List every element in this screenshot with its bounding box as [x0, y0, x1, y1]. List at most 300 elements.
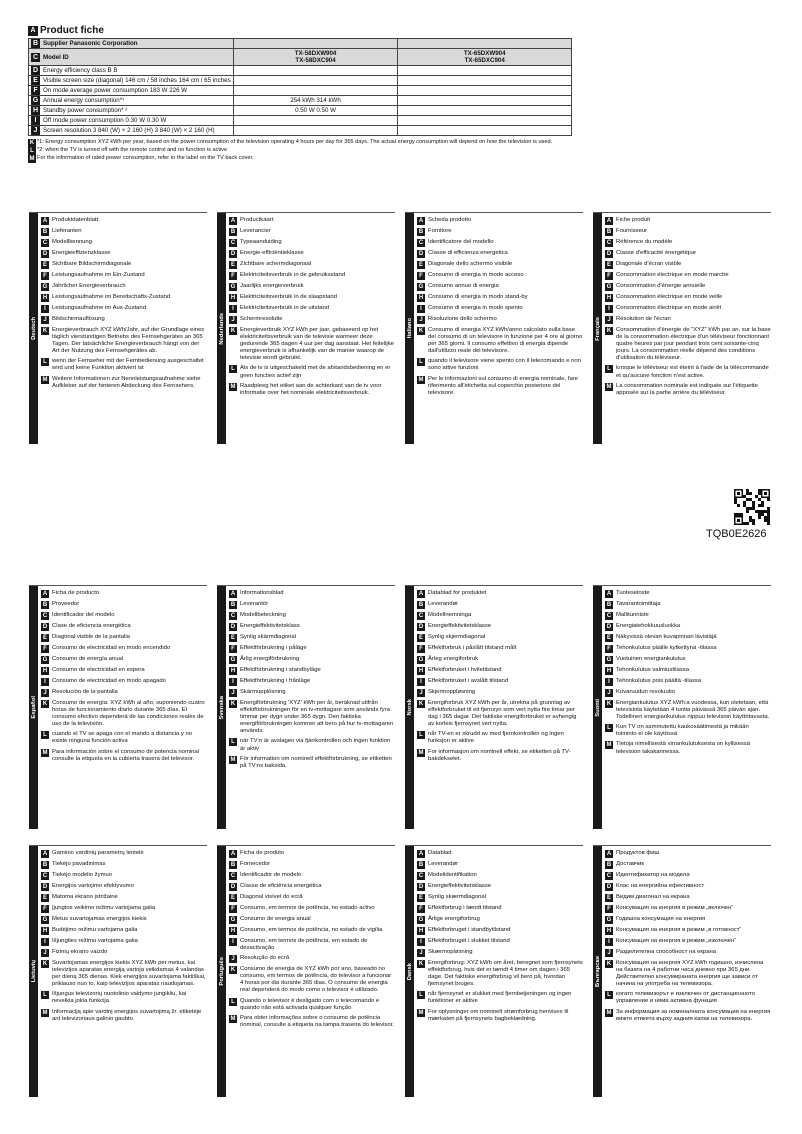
item-text: Tehonkulutus valmiustilassa	[616, 667, 690, 673]
fiche-label: Supplier Panasonic Corporation	[43, 40, 138, 47]
language-panel	[593, 845, 771, 1097]
fiche-label: Standby power consumption* ²	[43, 107, 128, 114]
item-letter-badge: I	[605, 938, 613, 946]
language-item	[417, 656, 583, 664]
qr-module	[737, 513, 740, 516]
item-text: Consumo, em termos de potência, em estado de desactivação	[240, 938, 368, 952]
item-letter-badge: I	[417, 678, 425, 686]
item-text: Classe di efficienza energetica	[428, 250, 508, 256]
row-letter-badge: H	[32, 107, 39, 114]
item-letter-badge: F	[605, 272, 613, 280]
item-letter-badge: D	[230, 251, 236, 257]
item-letter-badge: I	[41, 938, 49, 946]
item-text: Tiekėjo pavadinimas	[52, 861, 106, 867]
product-fiche	[28, 25, 584, 163]
language-item	[605, 261, 771, 269]
language-item	[605, 905, 771, 913]
item-text: Energieverbruik XYZ kWh per jaar, gebaseerd op het elektriciteitsverbruik van de televisie wanneer deze gedurende 365 dagen 4 uur per dag aanstaat. Het feitelijke energieverbruik is afhankelijk van de manier waarop de televisie wordt gebruikt.	[240, 327, 394, 362]
language-item	[417, 861, 583, 869]
language-tab	[29, 213, 38, 444]
item-text: Energieverbrauch XYZ kWh/Jahr, auf der Grundlage eines täglich vierstündigen Betriebs des Fernsehgerätes an 365 Tagen. Der tatsächliche Energieverbrauch hängt von der Art der Nutzung des Fernsehgerätes ab.	[52, 327, 205, 355]
item-text: Consumo de energia de XYZ kWh por ano, baseado no consumo, em termos de potência, do televisor a funcionar 4 horas por dia durante 365 dias. O consumo de energia real dependerá do modo como o televisor é utilizado.	[240, 966, 392, 994]
language-item	[41, 228, 207, 236]
language-item	[417, 678, 583, 686]
footnote-letter-badge: K	[29, 140, 35, 146]
item-letter-badge: C	[230, 873, 236, 879]
language-item	[41, 949, 207, 957]
item-letter-badge: A	[606, 591, 612, 597]
language-item	[229, 601, 395, 609]
language-item	[417, 905, 583, 913]
item-letter-badge: L	[417, 731, 425, 739]
language-name: Nederlands	[218, 312, 225, 345]
fiche-value-b	[398, 126, 572, 136]
language-item	[605, 601, 771, 609]
fiche-label-cell	[29, 96, 234, 106]
item-letter-badge: B	[418, 602, 424, 608]
language-name: Lietuvių	[30, 960, 37, 983]
qr-module	[767, 519, 770, 522]
qr-module	[758, 492, 761, 495]
item-text: Effektforbruket i hviletilstand	[428, 667, 502, 673]
footnote-text: *2: when the TV is turned off with the remote control and no function is active	[37, 147, 228, 153]
qr-module	[746, 522, 749, 525]
item-text: Synlig skjermdiagonal	[428, 634, 486, 640]
item-text: når TV-en er skrudd av med fjernkontrollen og ingen funksjon er aktive	[428, 731, 564, 745]
item-letter-badge: J	[605, 316, 613, 324]
item-letter-badge: D	[230, 884, 236, 890]
language-item	[229, 738, 395, 752]
item-letter-badge: C	[42, 873, 48, 879]
item-letter-badge: K	[42, 701, 48, 707]
item-text: Resolución de la pantalla	[52, 689, 118, 695]
fiche-value-line: 0.50 W 0.50 W	[295, 106, 337, 114]
footnote-letter-badge: L	[28, 147, 36, 155]
qr-module	[755, 510, 758, 513]
item-text: Идентификатор на модела	[616, 872, 690, 878]
item-letter-badge: I	[417, 938, 425, 946]
fiche-label: Visible screen size (diagonal) 146 cm / 58 inches 164 cm / 65 inches	[43, 77, 231, 84]
item-text: Typeaanduiding	[240, 239, 282, 245]
fiche-row	[29, 96, 572, 106]
language-items	[41, 217, 207, 393]
fiche-value-b	[398, 76, 572, 86]
row-letter-badge: F	[31, 86, 40, 95]
language-item	[417, 916, 583, 924]
item-text: Identificador de modelo	[240, 872, 302, 878]
item-letter-badge: G	[606, 284, 612, 290]
item-text: Tietoja nimellisestä virrankulutuksesta on kyllisessä television takakannessa.	[616, 741, 751, 755]
language-item	[417, 938, 583, 946]
item-text: Effektförbrukning i påläge	[240, 645, 307, 651]
language-items	[229, 850, 395, 1032]
footnote	[28, 147, 584, 155]
language-panel	[593, 585, 771, 829]
item-text: Leverandør	[428, 601, 459, 607]
qr-module	[743, 501, 746, 504]
language-item	[605, 689, 771, 697]
language-item	[41, 872, 207, 880]
qr-module	[761, 510, 764, 513]
item-letter-badge: J	[229, 689, 237, 697]
language-item	[41, 634, 207, 642]
language-tab	[593, 846, 602, 1097]
language-item	[41, 239, 207, 247]
item-text: Weitere Informationen zur Nennleistungsaufnahme siehe Aufkleber auf der hinteren Abdeckung des Fernsehers.	[52, 375, 201, 389]
language-items	[605, 217, 771, 400]
item-text: Risoluzione dello schermo	[428, 316, 497, 322]
fiche-row	[29, 116, 572, 126]
language-item	[605, 850, 771, 858]
item-text: Išjungties režimu vartojama galia	[52, 938, 138, 944]
item-text: Energiankulutus XYZ kWh:a vuodessa, kun oletetaan, että televisiota käytetään 4 tuntia päivässä 365 päivän ajan. Todellinen energiankulutus riippuu television käyttötavasta.	[616, 700, 770, 721]
language-item	[229, 590, 395, 598]
item-text: Tehonkulutus päälle kytkettynä -tilassa	[616, 645, 717, 651]
item-text: Näkyvissä olevan kuvapinnan lävistäjä	[616, 634, 717, 640]
language-panel	[405, 585, 583, 829]
language-name: Svenska	[218, 695, 225, 720]
item-letter-badge: A	[418, 218, 424, 224]
qr-module	[758, 513, 761, 516]
language-item	[41, 261, 207, 269]
item-text: Energiforbruk XYZ kWh per år, utrekna på grunnlag av effektforbruket til eit fjernsyn som vert nytta fire timar per dag i 365 dagar. Det faktiske energiforbruket er avhengig av korleis fjernsynet vert nytta.	[428, 700, 577, 728]
item-text: Разделителна способност на екрана	[616, 949, 717, 955]
item-text: Consumo, em termos de potência, no estado activo	[240, 905, 375, 911]
item-letter-badge: D	[42, 884, 48, 890]
language-item	[41, 883, 207, 891]
item-letter-badge: F	[41, 645, 49, 653]
item-text: Mallitunniste	[616, 612, 649, 618]
item-letter-badge: E	[230, 635, 235, 641]
item-letter-badge: G	[418, 657, 424, 663]
fiche-title-text: Product fiche	[40, 25, 104, 36]
qr-module	[746, 510, 749, 513]
language-item	[417, 217, 583, 225]
language-item	[229, 272, 395, 280]
item-letter-badge: H	[418, 928, 424, 934]
item-letter-badge: I	[41, 305, 49, 313]
fiche-footnotes	[28, 139, 584, 163]
footnote-text: For the information of rated power consumption, refer to the label on the TV back cover.	[37, 155, 254, 161]
item-text: Consumo de electricidad en modo apagado	[52, 678, 166, 684]
item-text: Årlige energiforbrug	[428, 916, 480, 922]
language-item	[605, 949, 771, 957]
item-letter-badge: J	[229, 955, 237, 963]
item-text: Consumo de electricidad en modo encendido	[52, 645, 171, 651]
fiche-row	[29, 106, 572, 116]
language-item	[417, 601, 583, 609]
item-letter-badge: C	[606, 873, 612, 879]
language-item	[605, 883, 771, 891]
language-item	[229, 217, 395, 225]
fiche-value-line: TX-58DXW904	[294, 49, 337, 57]
item-letter-badge: F	[41, 272, 49, 280]
item-text: Клас на енергийна ефективност	[616, 883, 705, 889]
language-item	[417, 634, 583, 642]
language-item	[41, 612, 207, 620]
item-letter-badge: K	[418, 961, 424, 967]
qr-module	[749, 519, 752, 522]
item-text: Jährlicher Energieverbrauch	[52, 283, 126, 289]
item-text: За информация за номиналната консумация на енергия вижте етикета върху задния капак на телевизора.	[616, 1008, 771, 1022]
item-text: Consumo annuo di energia	[428, 283, 499, 289]
item-text: Консумация на енергия в режим „в готовност“	[616, 927, 742, 933]
qr-module	[746, 492, 749, 495]
language-item	[41, 305, 207, 313]
qr-module	[761, 504, 764, 507]
item-text: Årleg energiforbruk	[428, 656, 479, 662]
qr-module	[755, 495, 758, 498]
item-text: Diagonal visível do ecrã	[240, 894, 303, 900]
item-letter-badge: K	[42, 328, 48, 334]
item-letter-badge: B	[606, 229, 612, 235]
fiche-label: Model ID	[43, 53, 69, 61]
item-letter-badge: K	[606, 701, 612, 707]
item-text: Consommation électrique en mode marche	[616, 272, 729, 278]
item-text: Skjermoppløsning	[428, 689, 476, 695]
language-item	[417, 883, 583, 891]
item-text: Consumo de electricidad en espera	[52, 667, 145, 673]
item-letter-badge: K	[606, 961, 612, 967]
language-item	[229, 861, 395, 869]
language-panel	[29, 585, 207, 829]
item-letter-badge: H	[42, 928, 48, 934]
language-name: Português	[218, 957, 225, 986]
item-letter-badge: K	[230, 328, 236, 334]
item-letter-badge: J	[41, 689, 49, 697]
language-item	[41, 645, 207, 653]
item-letter-badge: L	[229, 998, 237, 1006]
item-letter-badge: M	[42, 749, 48, 756]
item-text: Modelidentifikation	[428, 872, 477, 878]
item-text: Consommation électrique en mode veille	[616, 294, 723, 300]
language-item	[41, 656, 207, 664]
item-text: For oplysninger om nominelt strømforbrug henvises til mærkaten på fjernsynets bagbeklædning.	[428, 1008, 569, 1022]
item-text: Bildschirmauflösung	[52, 316, 105, 322]
item-letter-badge: H	[606, 928, 612, 934]
item-letter-badge: G	[230, 917, 236, 923]
item-text: Fiche produit	[616, 217, 651, 223]
qr-module	[764, 510, 767, 513]
item-letter-badge: G	[42, 657, 48, 663]
item-letter-badge: E	[230, 262, 235, 268]
language-item	[417, 228, 583, 236]
language-panel	[217, 212, 395, 444]
fiche-value-b	[398, 49, 572, 66]
language-item	[41, 250, 207, 258]
language-item	[605, 700, 771, 721]
language-item	[229, 283, 395, 291]
language-item	[417, 239, 583, 247]
language-items	[229, 217, 395, 400]
language-tab	[217, 846, 226, 1097]
qr-module	[737, 504, 740, 507]
item-letter-badge: B	[42, 602, 48, 608]
fiche-value-a	[233, 86, 398, 96]
language-item	[605, 272, 771, 280]
item-text: Energieffektivitetsklasse	[428, 623, 492, 629]
fiche-row	[29, 86, 572, 96]
row-letter-badge: G	[32, 97, 39, 104]
language-item	[41, 667, 207, 675]
language-item	[229, 645, 395, 653]
item-letter-badge: L	[41, 358, 49, 366]
language-item	[417, 872, 583, 880]
item-letter-badge: K	[418, 701, 424, 707]
item-letter-badge: A	[418, 591, 424, 597]
item-letter-badge: F	[605, 645, 613, 653]
qr-module	[749, 516, 752, 519]
qr-module	[764, 516, 767, 519]
qr-module	[764, 519, 767, 522]
item-letter-badge: I	[41, 678, 49, 686]
qr-module	[740, 513, 743, 516]
item-letter-badge: M	[42, 376, 48, 383]
item-letter-badge: E	[418, 262, 423, 268]
fiche-value-b	[398, 116, 572, 126]
language-name: Български	[594, 956, 601, 987]
language-item	[41, 749, 207, 763]
item-letter-badge: M	[230, 756, 236, 763]
language-tab	[405, 586, 414, 829]
language-item	[417, 645, 583, 653]
item-letter-badge: J	[41, 949, 49, 957]
item-letter-badge: J	[605, 949, 613, 957]
item-text: Skärmupplösning	[240, 689, 286, 695]
item-text: Clase de eficiencia energética	[52, 623, 131, 629]
item-letter-badge: I	[605, 678, 613, 686]
item-text: Vuotuinen energiankulutus	[616, 656, 686, 662]
item-letter-badge: A	[230, 591, 236, 597]
fiche-label: Screen resolution 3 840 (W) × 2 160 (H) 3 840 (W) × 2 160 (H)	[43, 127, 215, 134]
qr-module	[767, 498, 770, 501]
item-letter-badge: H	[230, 928, 236, 934]
language-item	[417, 623, 583, 631]
language-item	[605, 612, 771, 620]
item-text: Diagonale dello schermo visibile	[428, 261, 513, 267]
item-text: Energieffektivitetsklass	[240, 623, 300, 629]
item-letter-badge: G	[606, 657, 612, 663]
fiche-value-b	[398, 86, 572, 96]
item-letter-badge: E	[42, 895, 47, 901]
qr-module	[758, 489, 761, 492]
item-letter-badge: G	[230, 284, 236, 290]
qr-module	[734, 498, 737, 501]
item-letter-badge: E	[418, 895, 423, 901]
language-panel	[593, 212, 771, 444]
item-text: Консумация на енергия в режим „изключен“	[616, 938, 737, 944]
item-letter-badge: E	[606, 895, 611, 901]
language-item	[229, 850, 395, 858]
language-item	[605, 656, 771, 664]
language-items	[417, 590, 583, 766]
item-text: La consommation nominale est indiquée sur l'étiquette apposée sur la partie arrière du téléviseur.	[616, 382, 758, 396]
row-letter-badge: D	[32, 67, 39, 74]
qr-code	[734, 489, 770, 525]
language-item	[229, 756, 395, 770]
item-letter-badge: C	[418, 873, 424, 879]
language-tab	[405, 213, 414, 444]
language-item	[417, 894, 583, 902]
qr-module	[749, 507, 752, 510]
item-text: Per le informazioni sul consumo di energia nominale, fare riferimento all'etichetta sul coperchio posteriore del televisore.	[428, 375, 578, 396]
language-item	[417, 850, 583, 858]
item-text: Consumo di energia in modo stand-by	[428, 294, 528, 300]
language-items	[229, 590, 395, 773]
item-text: Elektriciteitsverbruik in de uitstand	[240, 305, 330, 311]
item-text: Effektforbruget i standbytilstand	[428, 927, 511, 933]
fiche-row	[29, 49, 572, 66]
item-letter-badge: B	[418, 229, 424, 235]
fiche-value-b	[398, 66, 572, 76]
item-letter-badge: L	[417, 358, 425, 366]
language-item	[229, 966, 395, 994]
qr-module	[758, 498, 761, 501]
qr-module	[749, 498, 752, 501]
item-text: Energieeffizienzklasse	[52, 250, 111, 256]
language-item	[605, 634, 771, 642]
item-letter-badge: E	[606, 635, 611, 641]
language-item	[605, 590, 771, 598]
item-text: Effektförbrukning i frånläge	[240, 678, 311, 684]
item-text: Fizinių ekrano vaizdo	[52, 949, 108, 955]
item-letter-badge: H	[42, 295, 48, 301]
item-letter-badge: D	[42, 624, 48, 630]
item-text: Energie-efficiëntieklasse	[240, 250, 304, 256]
language-item	[605, 623, 771, 631]
language-item	[605, 239, 771, 247]
fiche-value-line: TX-65DXW904	[463, 49, 506, 57]
item-text: Gaminio vardinių parametrų lentelė	[52, 850, 144, 856]
item-letter-badge: E	[230, 895, 235, 901]
row-letter-badge: E	[31, 76, 40, 85]
item-letter-badge: B	[42, 862, 48, 868]
language-item	[605, 667, 771, 675]
item-text: Matoma ekrano įstrižainė	[52, 894, 118, 900]
item-letter-badge: D	[418, 884, 424, 890]
language-item	[605, 872, 771, 880]
fiche-label-cell	[29, 39, 234, 49]
language-item	[41, 623, 207, 631]
language-item	[41, 358, 207, 372]
item-letter-badge: K	[230, 967, 236, 974]
item-letter-badge: K	[230, 701, 236, 707]
item-letter-badge: L	[605, 724, 613, 732]
item-text: Årlig energiförbrukning	[240, 656, 300, 662]
item-letter-badge: F	[605, 905, 613, 913]
language-item	[41, 1009, 207, 1023]
language-item	[417, 749, 583, 763]
item-letter-badge: A	[230, 218, 236, 224]
item-text: Lieferanten	[52, 228, 82, 234]
qr-module	[767, 507, 770, 510]
language-item	[417, 689, 583, 697]
item-letter-badge: I	[417, 305, 425, 313]
qr-module	[734, 513, 737, 516]
language-item	[229, 634, 395, 642]
item-text: Effektforbruket i avslått tilstand	[428, 678, 509, 684]
item-text: Consumo, em termos de potência, no estado de vigília	[240, 927, 383, 933]
qr-module	[743, 522, 746, 525]
language-item	[229, 228, 395, 236]
language-item	[41, 217, 207, 225]
language-items	[605, 590, 771, 759]
item-letter-badge: D	[606, 884, 612, 890]
item-letter-badge: B	[606, 862, 612, 868]
item-letter-badge: G	[418, 284, 424, 290]
item-text: Consommation électrique en mode arrêt	[616, 305, 722, 311]
item-text: Jaarlijks energieverbruik	[240, 283, 304, 289]
